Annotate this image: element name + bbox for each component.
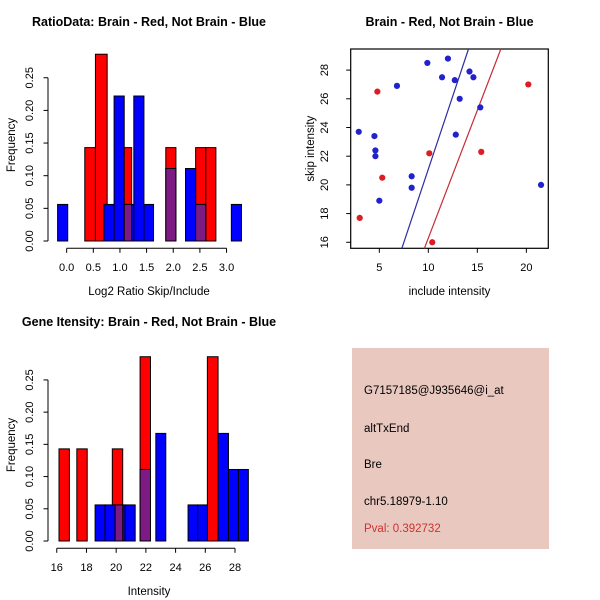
- data-point: [429, 239, 435, 245]
- red-bar: [207, 357, 218, 541]
- gene-name-text: Bre: [364, 459, 382, 471]
- y-tick-label: 0.00: [24, 530, 36, 552]
- x-tick-label: 28: [228, 562, 242, 574]
- blue-bar: [95, 505, 105, 541]
- y-tick-label: 20: [319, 178, 331, 192]
- gene-intensity-histogram-panel: [0, 300, 300, 600]
- data-point: [356, 129, 362, 135]
- blue-bar: [186, 169, 196, 241]
- blue-bar: [218, 433, 228, 541]
- y-axis-label: skip intensity: [305, 115, 317, 182]
- y-tick-label: 0.15: [24, 433, 36, 456]
- red-bar: [206, 148, 216, 241]
- x-tick-label: 1.5: [138, 262, 155, 274]
- y-tick-label: 0.25: [24, 369, 36, 391]
- data-point: [372, 153, 378, 159]
- x-tick-label: 0.5: [85, 262, 101, 274]
- x-tick-label: 15: [471, 262, 484, 274]
- y-tick-label: 0.10: [24, 465, 36, 488]
- y-tick-label: 0.05: [24, 197, 36, 220]
- data-point: [452, 77, 458, 83]
- y-axis: [24, 67, 48, 252]
- regression-line: [402, 49, 469, 248]
- pval-text: Pval: 0.392732: [364, 523, 441, 535]
- info-panel: [300, 300, 600, 600]
- x-tick-label: 3.0: [218, 262, 235, 274]
- data-point: [409, 173, 415, 179]
- blue-bar: [58, 204, 68, 241]
- data-point: [409, 185, 415, 191]
- intensity-scatter-panel: [300, 0, 600, 300]
- x-tick-label: 24: [169, 562, 182, 574]
- y-tick-label: 18: [319, 207, 331, 220]
- x-tick-label: 18: [80, 562, 93, 574]
- y-tick-label: 0.20: [24, 401, 36, 423]
- y-tick-label: 24: [319, 121, 331, 134]
- data-point: [477, 104, 483, 110]
- red-bar: [59, 449, 69, 541]
- x-axis: [59, 248, 234, 274]
- x-tick-label: 16: [50, 562, 63, 574]
- x-tick-label: 2.5: [192, 262, 208, 274]
- x-tick-label: 26: [199, 562, 212, 574]
- data-point: [379, 175, 385, 181]
- x-axis: [51, 548, 241, 574]
- blue-bar: [144, 204, 154, 241]
- x-tick-label: 2.0: [165, 262, 181, 274]
- data-point: [374, 89, 380, 95]
- purple-bar: [166, 169, 176, 241]
- data-point: [525, 81, 531, 87]
- y-tick-label: 0.05: [24, 498, 36, 520]
- y-tick-label: 0.25: [24, 67, 36, 89]
- panel-title: RatioData: Brain - Red, Not Brain - Blue: [31, 15, 267, 29]
- y-tick-label: 0.20: [24, 99, 36, 122]
- data-point: [424, 60, 430, 66]
- data-point: [453, 132, 459, 138]
- data-point: [394, 83, 400, 89]
- data-point: [371, 133, 377, 139]
- info-box: [352, 348, 549, 549]
- y-axis-label: Frequency: [6, 117, 18, 173]
- panel-title: Brain - Red, Not Brain - Blue: [365, 15, 534, 29]
- purple-bar: [115, 505, 123, 541]
- y-tick-label: 26: [319, 92, 331, 105]
- blue-bar: [188, 505, 198, 541]
- panel-title: Gene Itensity: Brain - Red, Not Brain - Blue: [21, 315, 277, 329]
- purple-bar: [140, 469, 150, 541]
- chromosome-location-text: chr5.18979-1.10: [364, 496, 448, 508]
- blue-bar: [134, 96, 144, 241]
- y-tick-label: 0.00: [24, 230, 36, 252]
- y-axis: [319, 64, 351, 248]
- x-axis-label: Intensity: [127, 586, 171, 598]
- red-bar: [85, 148, 96, 241]
- x-tick-label: 20: [520, 262, 533, 274]
- x-tick-label: 0.0: [59, 262, 75, 274]
- blue-bar: [114, 96, 124, 241]
- red-bar: [77, 449, 87, 541]
- regression-line: [424, 49, 500, 248]
- blue-bar: [228, 469, 238, 541]
- histogram-bars: [58, 54, 242, 241]
- y-axis: [24, 369, 48, 551]
- data-point: [376, 198, 382, 204]
- blue-bar: [231, 204, 241, 241]
- scatter-series: [357, 81, 532, 245]
- y-tick-label: 22: [319, 150, 331, 163]
- y-axis-label: Frequency: [6, 417, 18, 473]
- y-tick-label: 0.15: [24, 132, 36, 154]
- blue-bar: [238, 469, 248, 541]
- x-tick-label: 22: [139, 562, 153, 574]
- data-point: [445, 56, 451, 62]
- x-axis-label: Log2 Ratio Skip/Include: [88, 286, 210, 298]
- y-tick-label: 28: [319, 63, 331, 77]
- event-type-text: altTxEnd: [364, 423, 410, 435]
- x-axis: [376, 248, 532, 274]
- blue-bar: [198, 505, 208, 541]
- ratio-histogram-panel: [0, 0, 300, 300]
- data-point: [426, 150, 432, 156]
- data-point: [457, 96, 463, 102]
- y-tick-label: 0.10: [24, 164, 36, 187]
- x-axis-label: include intensity: [408, 286, 491, 298]
- x-tick-label: 20: [110, 562, 123, 574]
- data-point: [357, 215, 363, 221]
- data-point: [478, 149, 484, 155]
- data-point: [466, 68, 472, 74]
- histogram-bars: [59, 357, 248, 541]
- blue-bar: [104, 204, 114, 241]
- purple-bar: [124, 204, 131, 241]
- x-tick-label: 10: [422, 262, 435, 274]
- data-point: [470, 74, 476, 80]
- data-point: [372, 147, 378, 153]
- x-tick-label: 5: [376, 262, 383, 274]
- plot-box: [351, 49, 549, 248]
- data-point: [538, 182, 544, 188]
- purple-bar: [196, 204, 206, 241]
- blue-bar: [156, 433, 166, 541]
- probe-id-text: G7157185@J935646@i_at: [364, 385, 504, 397]
- blue-bar: [125, 505, 135, 541]
- x-tick-label: 1.0: [112, 262, 128, 274]
- data-point: [439, 74, 445, 80]
- blue-bar: [105, 505, 115, 541]
- y-tick-label: 16: [319, 236, 331, 249]
